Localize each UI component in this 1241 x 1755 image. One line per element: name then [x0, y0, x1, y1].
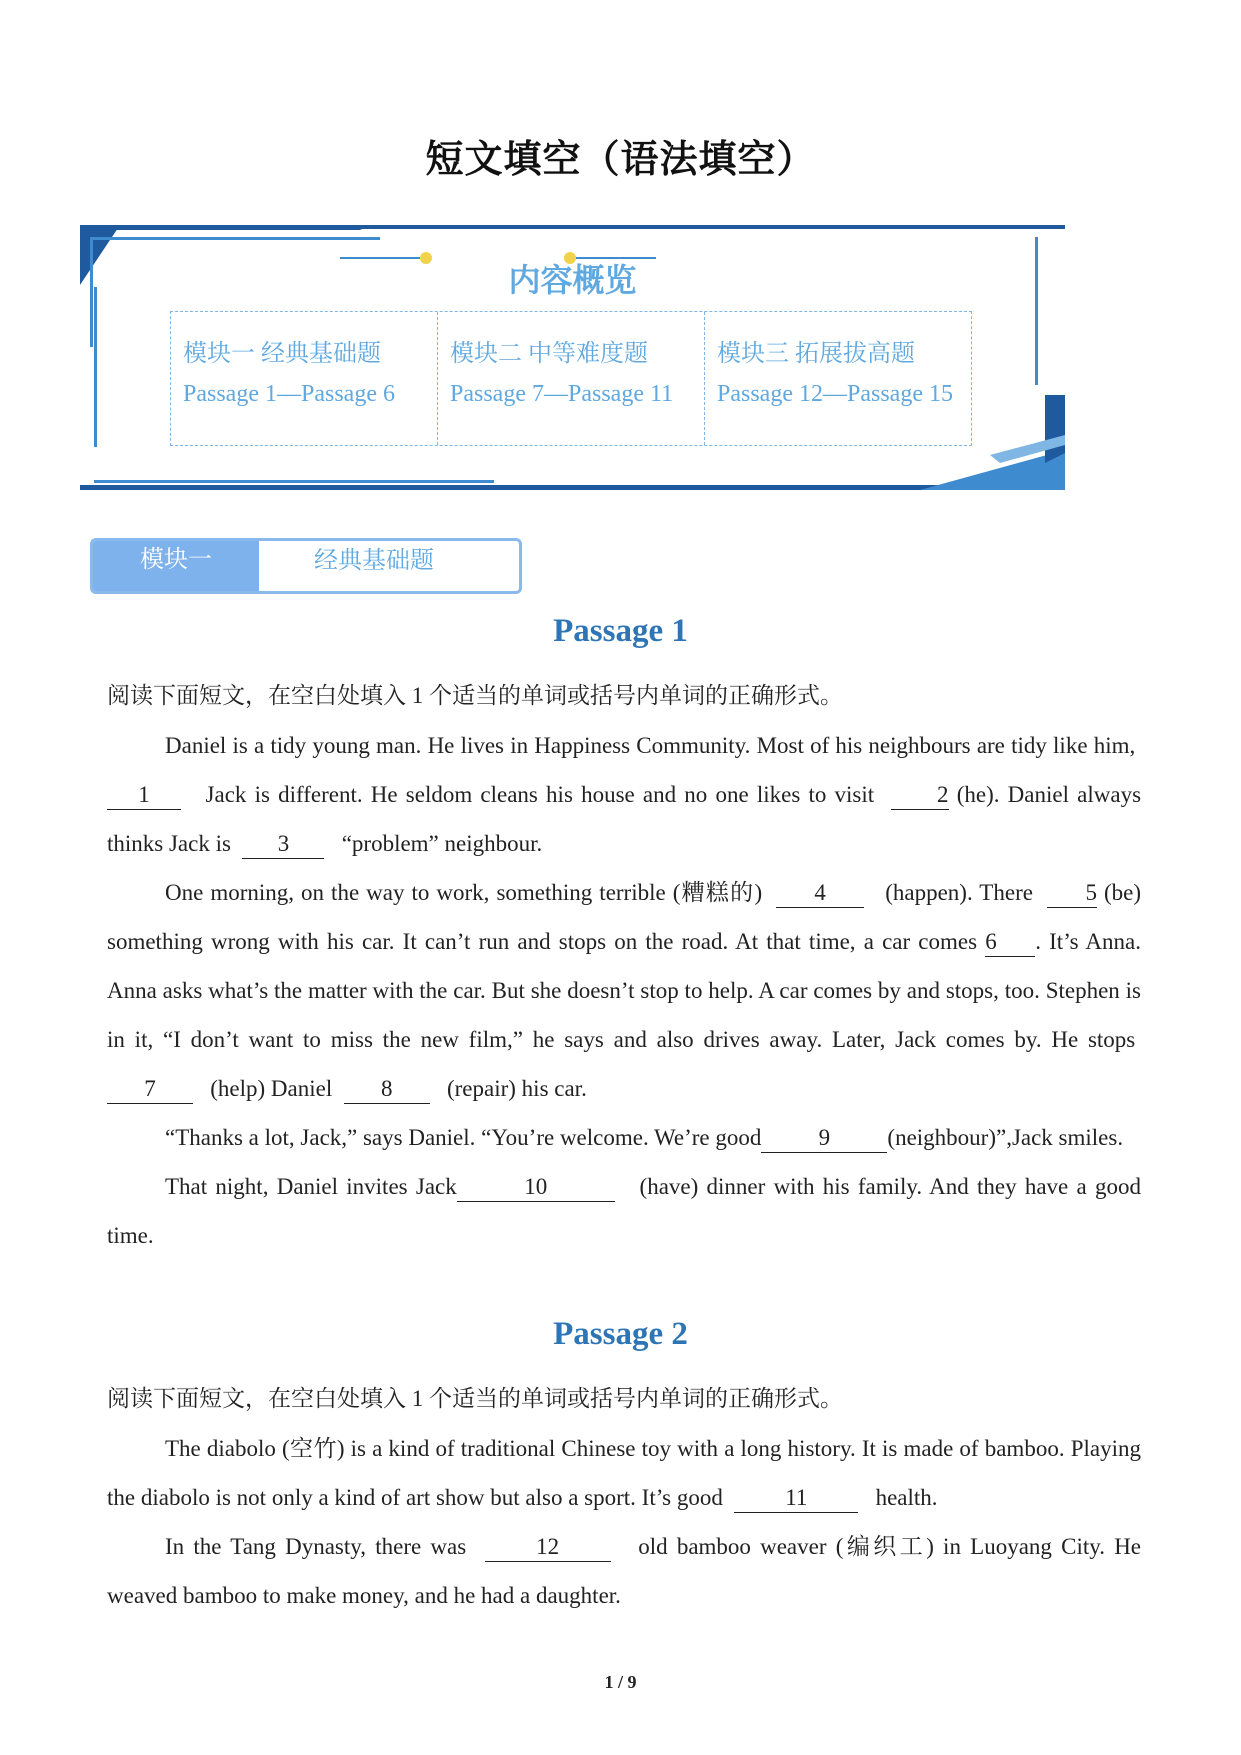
answer-blank[interactable]: 8: [344, 1075, 430, 1104]
passage-body: [107, 1424, 1141, 1620]
answer-blank[interactable]: 7: [107, 1075, 193, 1104]
module-range: Passage 7—Passage 11: [450, 381, 674, 407]
module-overview-cell: [171, 312, 438, 445]
page-title: 短文填空（语法填空）: [425, 139, 816, 181]
passage-title: Passage 2: [553, 1316, 688, 1352]
module-name: 模块二 中等难度题: [450, 341, 648, 367]
answer-blank[interactable]: 12: [485, 1533, 611, 1562]
module-name: 模块三 拓展拔高题: [717, 341, 915, 367]
paragraph: That night, Daniel invites Jack 10 (have) dinner with his family. And they have a good time.: [107, 1174, 1142, 1248]
answer-blank[interactable]: 11: [734, 1484, 858, 1513]
answer-blank[interactable]: 2: [891, 781, 949, 810]
module-overview-cell: [438, 312, 705, 445]
passage-title: Passage 1: [553, 613, 688, 649]
answer-blank[interactable]: 5: [1047, 879, 1097, 908]
module-range: Passage 12—Passage 15: [717, 381, 953, 407]
paragraph: “Thanks a lot, Jack,” says Daniel. “You’re welcome. We’re good 9 (neighbour)”,Jack smiles.: [107, 1113, 1141, 1162]
module-tab-name: 经典基础题: [314, 548, 434, 574]
paragraph: In the Tang Dynasty, there was 12 old bamboo weaver (编织工) in Luoyang City. He weaved bamboo to make money, and he had a daughter.: [107, 1534, 1142, 1608]
module-overview-cell: [705, 312, 971, 445]
module-tab-label: 模块一: [93, 541, 259, 591]
paragraph: Daniel is a tidy young man. He lives in Happiness Community. Most of his neighbours are tidy like him, 1 Jack is different. He seldom cleans his house and no one likes to visit 2 (he). Daniel always thinks Jack is 3 “problem” neighbour.: [107, 721, 1141, 868]
passage-body: [107, 721, 1141, 1260]
answer-blank[interactable]: 1: [107, 781, 181, 810]
overview-heading: 内容概览: [508, 262, 637, 298]
page-number: 1 / 9: [604, 1672, 637, 1692]
passage-instruction: 阅读下面短文，在空白处填入 1 个适当的单词或括号内单词的正确形式。: [107, 1386, 843, 1411]
paragraph: One morning, on the way to work, something terrible (糟糕的) 4 (happen). There 5 (be) something wrong with his car. It can’t run and stops on the road. At that time, a car comes 6 . It’s Anna. Anna asks what’s the matter with the car. But she doesn’t stop to help. A car comes by and stops, too. Stephen is in it, “I don’t want to miss the new film,” he says and also drives away. Later, Jack comes by. He stops 7 (help) Daniel 8 (repair) his car.: [107, 868, 1141, 1113]
passage-instruction: 阅读下面短文，在空白处填入 1 个适当的单词或括号内单词的正确形式。: [107, 683, 843, 708]
module-section-tab: [90, 538, 522, 594]
answer-blank[interactable]: 10: [457, 1173, 615, 1202]
content-overview-box: [80, 225, 1065, 505]
module-overview-table: [170, 311, 972, 446]
answer-blank[interactable]: 6: [985, 928, 1035, 957]
paragraph: The diabolo (空竹) is a kind of traditional Chinese toy with a long history. It is made of bamboo. Playing the diabolo is not only a kind of art show but also a sport. It’s good 11 health.: [107, 1424, 1141, 1522]
answer-blank[interactable]: 3: [242, 830, 324, 859]
module-range: Passage 1—Passage 6: [183, 381, 395, 407]
answer-blank[interactable]: 9: [761, 1124, 887, 1153]
module-name: 模块一 经典基础题: [183, 341, 381, 367]
answer-blank[interactable]: 4: [776, 879, 864, 908]
